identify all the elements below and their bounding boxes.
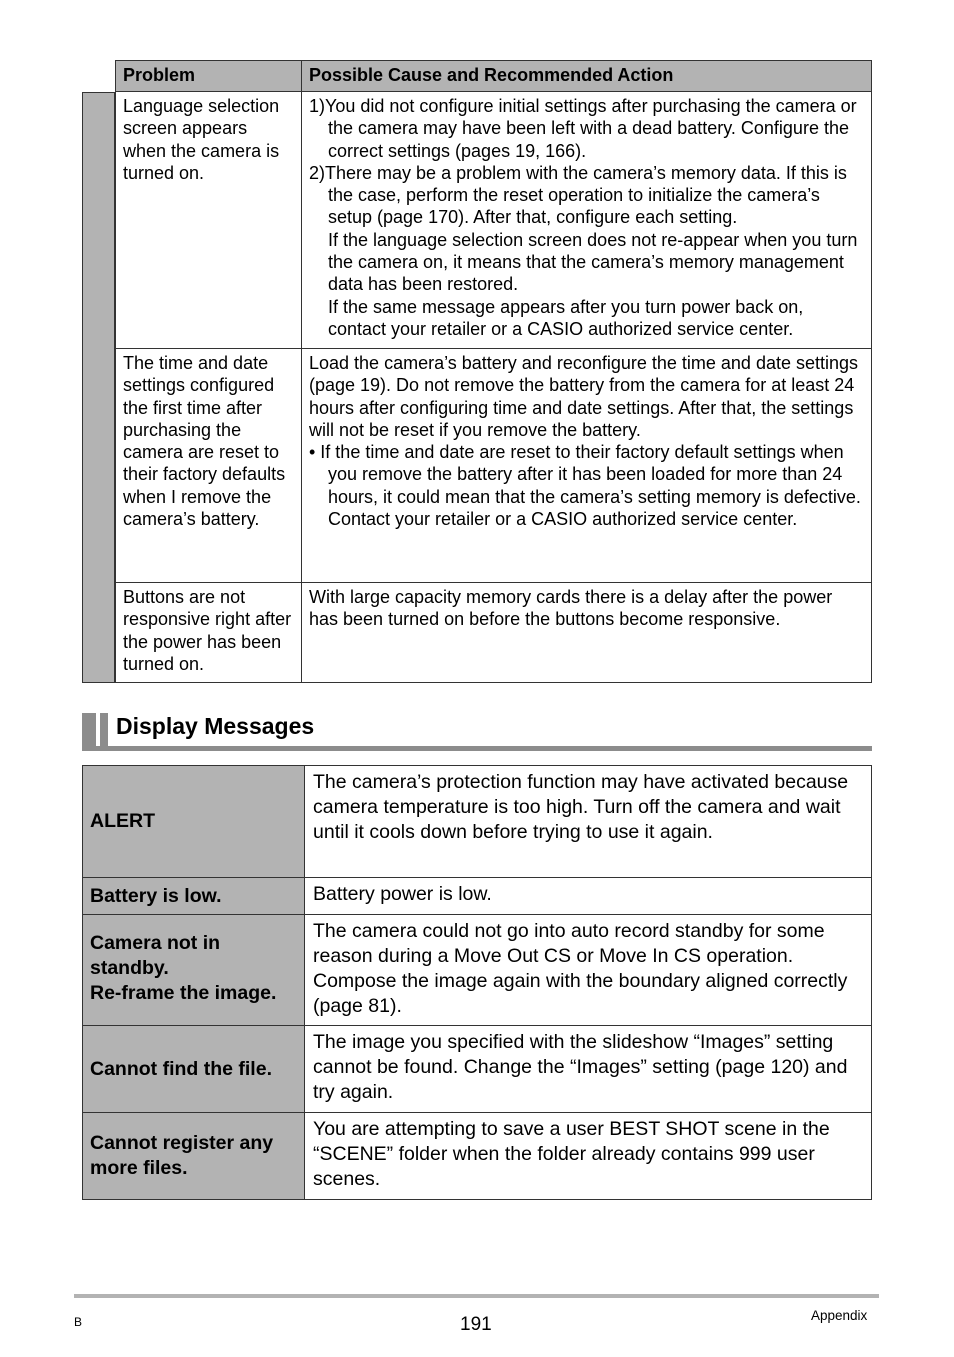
message-value: Battery power is low. — [313, 883, 492, 905]
item-number: 2) — [309, 162, 326, 183]
header-cause: Possible Cause and Recommended Action — [301, 60, 872, 92]
cause-text: With large capacity memory cards there is a delay after the power has been turned on before the buttons become responsive. — [309, 587, 833, 630]
message-row — [82, 915, 872, 1026]
cause-text: Load the camera’s battery and reconfigure the time and date settings (page 19). Do not remove the battery from the camera for at least 24 hours after configuring time and date settings. After that, the settings will not be reset if you remove the battery. — [309, 353, 859, 440]
message-key-line: Camera not in standby. — [90, 932, 221, 979]
message-key: Cannot register any more files. — [83, 1113, 305, 1199]
problem-text: Buttons are not responsive right after the power has been turned on. — [123, 587, 292, 674]
message-row — [82, 1113, 872, 1200]
cause-bullet: • If the time and date are reset to their factory default settings when you remove the battery after it has been loaded for more than 24 hours, it could mean that the camera’s setting memory is defective. Contact your retailer or a CASIO authorized service center. — [309, 442, 861, 530]
cause-cell — [301, 582, 872, 683]
cause-note: If the language selection screen does not re-appear when you turn the camera on, it means that the camera’s memory management data has been restored. — [328, 229, 858, 295]
message-key — [83, 915, 305, 1025]
problem-text: The time and date settings configured the first time after purchasing the camera are reset to their factory defaults when I remove the camera’s battery. — [123, 353, 286, 530]
messages-table — [82, 765, 872, 1200]
problem-cell — [115, 91, 302, 349]
message-value: The camera could not go into auto record standby for some reason during a Move Out CS or Move In CS operation. Compose the image again with the boundary aligned correctly (page 81). — [313, 920, 848, 1017]
item-number: 1) — [309, 96, 326, 116]
footer-label: B — [74, 1315, 83, 1329]
message-key: ALERT — [83, 766, 305, 877]
item-text: You did not configure initial settings after purchasing the camera or the camera may have been left with a dead battery. Configure the correct settings (pages 19, 166). — [325, 96, 857, 161]
header-problem: Problem — [115, 60, 302, 92]
cause-cell — [301, 348, 872, 583]
problem-text: Language selection screen appears when the camera is turned on. — [123, 96, 280, 183]
footer-rule — [74, 1294, 879, 1298]
message-value: The camera’s protection function may have activated because camera temperature is too high. Turn off the camera and wait until it cools down before trying to use it again. — [313, 771, 849, 843]
table-sidebar — [82, 92, 115, 683]
troubleshooting-table — [82, 60, 872, 683]
problem-cell — [115, 348, 302, 583]
cause-cell — [301, 91, 872, 349]
heading-bar-inner — [100, 713, 108, 749]
message-row — [82, 765, 872, 878]
problem-cell — [115, 582, 302, 683]
heading-bar-outer — [82, 713, 96, 749]
message-key: Cannot find the file. — [83, 1026, 305, 1112]
message-key-line: Re-frame the image. — [90, 982, 277, 1004]
page-number: 191 — [460, 1314, 492, 1335]
message-value: You are attempting to save a user BEST SHOT scene in the “SCENE” folder when the folder already contains 999 user scenes. — [313, 1118, 830, 1190]
message-row — [82, 878, 872, 915]
message-row — [82, 1026, 872, 1113]
cause-item — [309, 162, 864, 229]
message-value: The image you specified with the slideshow “Images” setting cannot be found. Change the “Images” setting (page 120) and try again. — [313, 1031, 848, 1103]
section-title: Display Messages — [116, 713, 315, 739]
item-text: There may be a problem with the camera’s memory data. If this is the case, perform the reset operation to initialize the camera’s setup (page 170). After that, configure each setting. — [325, 162, 847, 228]
footer-section: Appendix — [811, 1308, 868, 1323]
cause-note: If the same message appears after you turn power back on, contact your retailer or a CASIO authorized service center. — [328, 296, 804, 339]
message-key: Battery is low. — [83, 878, 305, 914]
cause-item — [309, 95, 864, 162]
section-rule — [82, 746, 872, 751]
